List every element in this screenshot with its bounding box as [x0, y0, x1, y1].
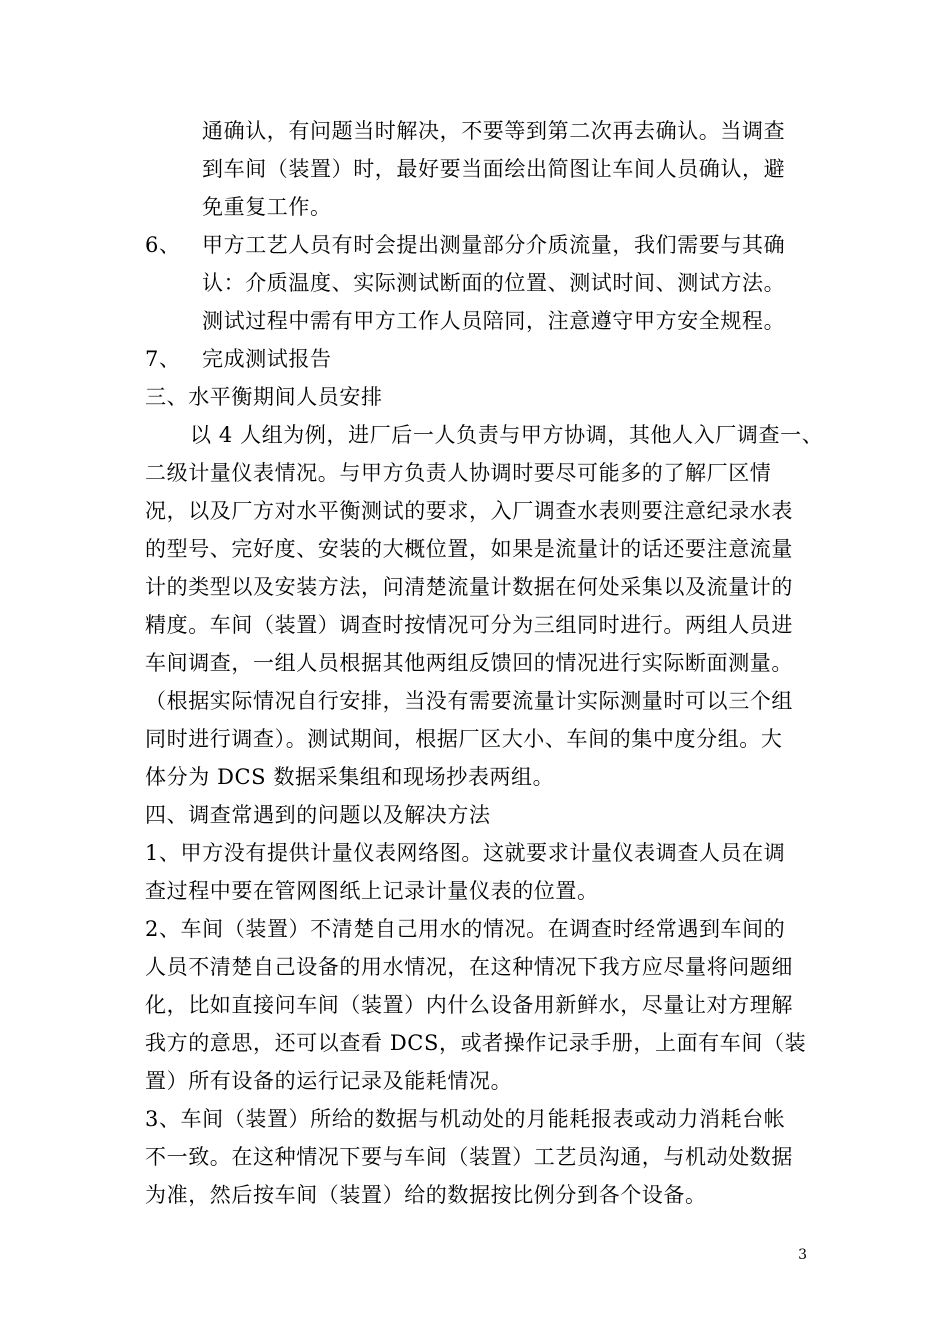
page-number: 3 [798, 1247, 807, 1263]
section-4-line-5: 化，比如直接问车间（装置）内什么设备用新鲜水，尽量让对方理解 [145, 993, 793, 1017]
continued-line-2: 到车间（装置）时，最好要当面绘出简图让车间人员确认，避 [202, 157, 786, 181]
section-4-heading: 四、调查常遇到的问题以及解决方法 [145, 803, 491, 827]
section-4-line-10: 为准，然后按车间（装置）给的数据按比例分到各个设备。 [145, 1183, 707, 1207]
section-4-line-3: 2、车间（装置）不清楚自己用水的情况。在调查时经常遇到车间的 [145, 917, 786, 941]
item-6 [145, 231, 785, 259]
item-7 [145, 345, 332, 373]
item-7-number: 7、 [145, 347, 181, 371]
section-4-line-1: 1、甲方没有提供计量仪表网络图。这就要求计量仪表调查人员在调 [145, 841, 786, 865]
section-3-line-2: 二级计量仪表情况。与甲方负责人协调时要尽可能多的了解厂区情 [145, 461, 772, 485]
section-3-line-7: 车间调查，一组人员根据其他两组反馈回的情况进行实际断面测量。 [145, 651, 793, 675]
section-3-heading: 三、水平衡期间人员安排 [145, 385, 383, 409]
section-4-line-7: 置）所有设备的运行记录及能耗情况。 [145, 1069, 513, 1093]
section-3-line-8: （根据实际情况自行安排，当没有需要流量计实际测量时可以三个组 [145, 689, 793, 713]
section-3-line-4: 的型号、完好度、安装的大概位置，如果是流量计的话还要注意流量 [145, 537, 793, 561]
section-4-line-8: 3、车间（装置）所给的数据与机动处的月能耗报表或动力消耗台帐 [145, 1107, 786, 1131]
item-6-line-2: 认：介质温度、实际测试断面的位置、测试时间、测试方法。 [202, 271, 786, 295]
section-4-line-9: 不一致。在这种情况下要与车间（装置）工艺员沟通，与机动处数据 [145, 1145, 793, 1169]
section-3-line-3: 况，以及厂方对水平衡测试的要求，入厂调查水表则要注意纪录水表 [145, 499, 793, 523]
continued-line-3: 免重复工作。 [202, 195, 332, 219]
item-7-text: 完成测试报告 [202, 347, 332, 371]
section-3-line-6: 精度。车间（装置）调查时按情况可分为三组同时进行。两组人员进 [145, 613, 793, 637]
item-6-line-1: 甲方工艺人员有时会提出测量部分介质流量，我们需要与其确 [202, 233, 786, 257]
section-4-line-2: 查过程中要在管网图纸上记录计量仪表的位置。 [145, 879, 599, 903]
section-4-line-6: 我方的意思，还可以查看 DCS，或者操作记录手册，上面有车间（装 [145, 1031, 807, 1055]
continued-line-1: 通确认，有问题当时解决，不要等到第二次再去确认。当调查 [202, 119, 786, 143]
section-3-line-10: 体分为 DCS 数据采集组和现场抄表两组。 [145, 765, 555, 789]
section-3-line-9: 同时进行调查）。测试期间，根据厂区大小、车间的集中度分组。大 [145, 727, 783, 751]
item-6-line-3: 测试过程中需有甲方工作人员陪同，注意遵守甲方安全规程。 [202, 309, 786, 333]
section-4-line-4: 人员不清楚自己设备的用水情况，在这种情况下我方应尽量将问题细 [145, 955, 793, 979]
item-6-number: 6、 [145, 233, 181, 257]
section-3-line-5: 计的类型以及安装方法，问清楚流量计数据在何处采集以及流量计的 [145, 575, 793, 599]
section-3-line-1: 以 4 人组为例，进厂后一人负责与甲方协调，其他人入厂调查一、 [190, 423, 824, 447]
